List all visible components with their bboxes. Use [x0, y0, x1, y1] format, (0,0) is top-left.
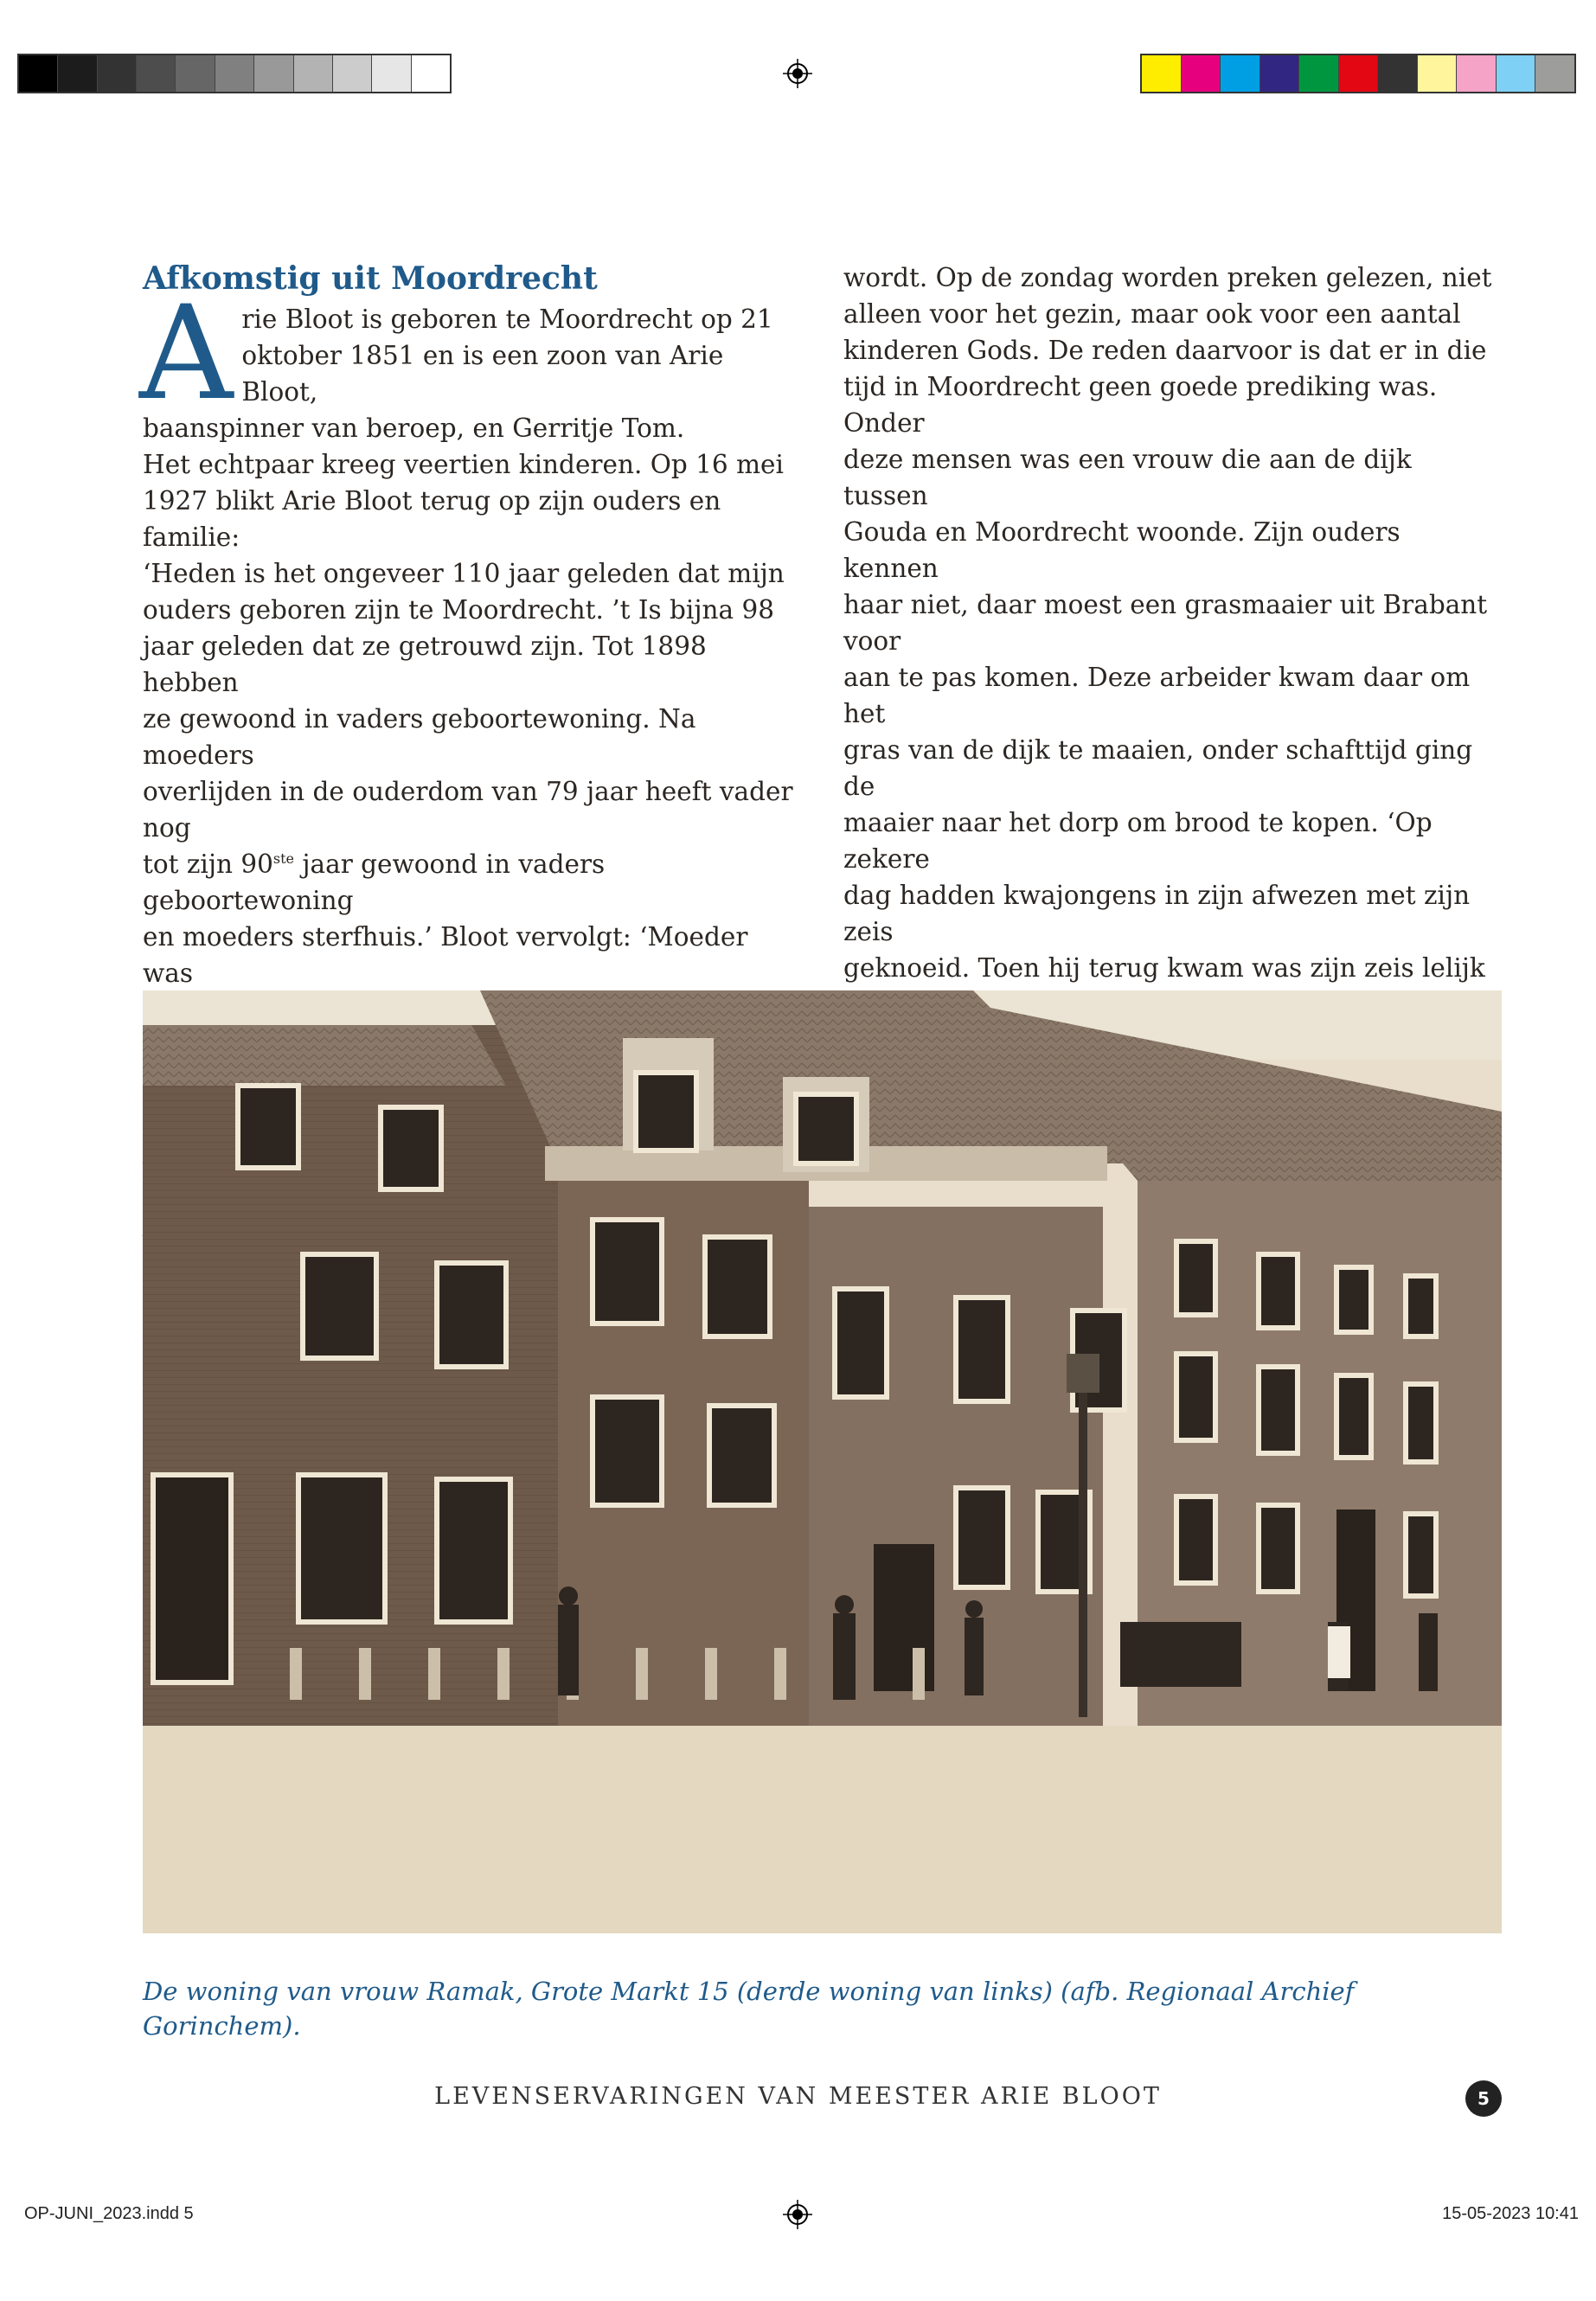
calibration-swatch [333, 55, 372, 92]
calibration-swatch [1378, 55, 1418, 92]
calibration-swatch [1535, 55, 1574, 92]
page-number-badge: 5 [1465, 2080, 1502, 2117]
grayscale-calibration-bar [17, 54, 452, 93]
calibration-swatch [1497, 55, 1536, 92]
drop-cap: A [139, 279, 234, 429]
photo-caption: De woning van vrouw Ramak, Grote Markt 15 (derde woning van links) (afb. Regionaal Archief Gorinchem). [143, 1977, 1355, 2041]
calibration-swatch [137, 55, 176, 92]
registration-mark-icon [783, 59, 812, 88]
calibration-swatch [1299, 55, 1339, 92]
calibration-swatch [1457, 55, 1497, 92]
print-slug-timestamp: 15-05-2023 10:41 [1442, 2204, 1579, 2223]
section-heading: Afkomstig uit Moordrecht [143, 260, 598, 297]
color-calibration-bar [1140, 54, 1576, 93]
calibration-swatch [1418, 55, 1458, 92]
calibration-swatch [412, 55, 450, 92]
registration-mark-icon [783, 2200, 812, 2229]
calibration-swatch [176, 55, 215, 92]
calibration-swatch [254, 55, 293, 92]
calibration-swatch [215, 55, 254, 92]
calibration-swatch [1142, 55, 1182, 92]
calibration-swatch [294, 55, 333, 92]
calibration-swatch [19, 55, 58, 92]
body-text: rie Bloot is geboren te Moordrecht op 21 oktober 1851 en is een zoon van Arie Bloot, baanspinner van beroep, en Gerritje Tom. Het echtpaar kreeg veertien kinderen. Op 16 mei 1927 blikt Arie Bloot terug op zijn ouders en familie: ‘Heden is het ongeveer 110 jaar geleden dat mijn ouders geboren zijn te Moordrecht. ’t Is bijna 98 jaar geleden dat ze getrouwd zijn. Tot 1898 hebben ze gewoond in vaders geboortewoning. Na moeders overlijden in de ouderdom van 79 jaar heeft vader nog tot zijn 90 [143, 304, 793, 879]
body-text: jaar gewoond in vaders geboortewoning en moeders sterfhuis.’ Bloot vervolgt: ‘Moeder was [143, 849, 748, 988]
print-slug-filename: OP-JUNI_2023.indd 5 [24, 2204, 194, 2223]
calibration-swatch [1182, 55, 1221, 92]
calibration-swatch [1339, 55, 1379, 92]
body-text: wordt. Op de zondag worden preken gelezen, niet alleen voor het gezin, maar ook voor een aantal kinderen Gods. De reden daarvoor is dat er in die tijd in Moordrecht geen goede prediking was. Onder deze mensen was een vrouw die aan de dijk tussen Gouda en Moordrecht woonde. Zijn ouders kennen haar niet, daar moest een grasmaaier uit Brabant voor aan te pas komen. Deze arbeider kwam daar om het gras van de dijk te maaien, onder schafttijd ging de maaier naar het dorp om brood te kopen. ‘Op zekere dag hadden kwajongens in zijn afwezen met zijn zeis geknoeid. Toen hij terug kwam was zijn zeis lelijk [843, 263, 1492, 983]
ordinal-superscript: ste [272, 850, 294, 868]
calibration-swatch [1260, 55, 1300, 92]
calibration-swatch [372, 55, 411, 92]
historic-street-photo [143, 990, 1502, 1933]
calibration-swatch [1221, 55, 1260, 92]
running-footer-title: LEVENSERVARINGEN VAN MEESTER ARIE BLOOT [434, 2083, 1162, 2110]
calibration-swatch [98, 55, 137, 92]
calibration-swatch [58, 55, 97, 92]
